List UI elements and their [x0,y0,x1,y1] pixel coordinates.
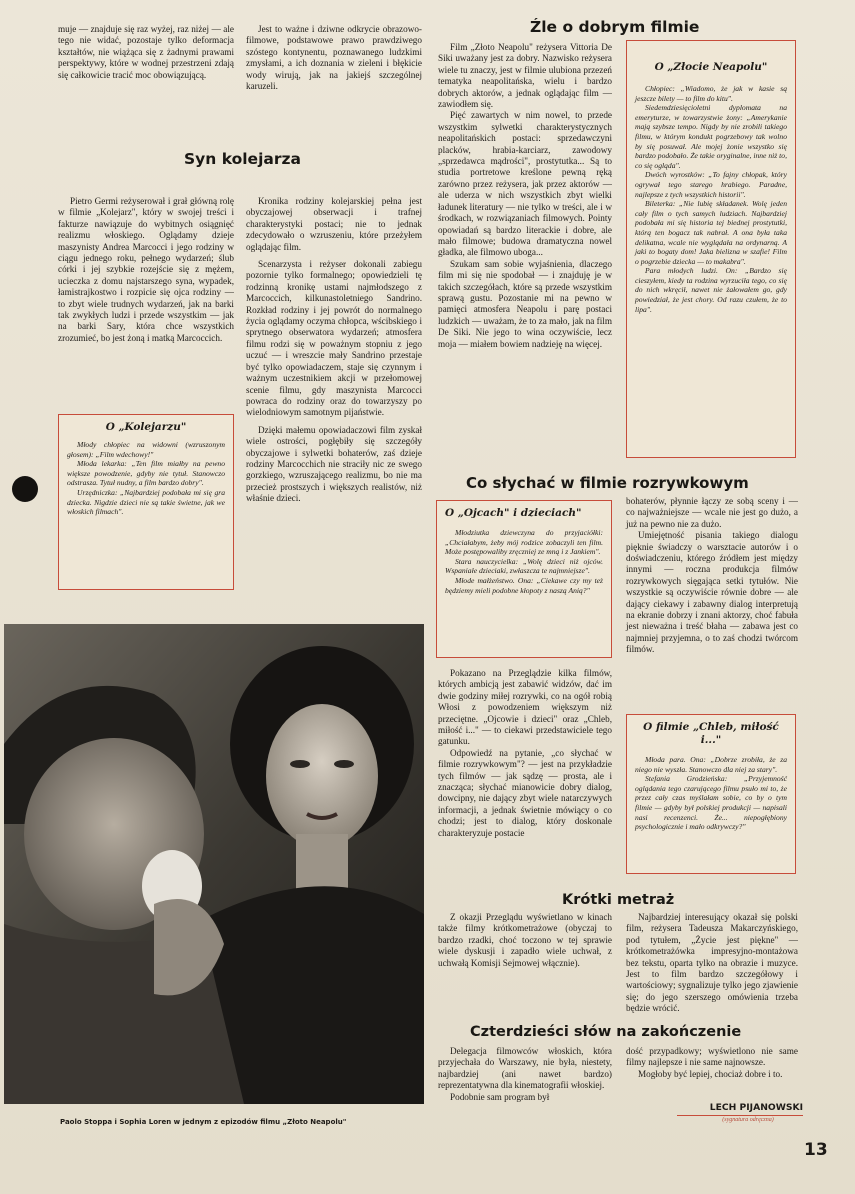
co-slychac-column-1 [438,668,612,839]
box-ojcach [436,500,612,658]
box-ojcach-line-2: Stara nauczycielka: „Wolę dzieci niż ojców. Wspaniałe dzieciaki, zwłaszcza te najmniejsze". [445,556,603,576]
krotki-p2: Najbardziej interesujący okazał się polski film, reżysera Tadeusza Makarczyńskiego, pod tytułem, „Życie jest piękne" — krótkometrażówka impresyjno-montażowa bez tekstu, oparta tylko na obrazie i muzyce. Jest to film bardzo szczegółowy i wartościowy; sygnalizuje tylko jego zjawienie się; do jego szerszego omówienia trzeba będzie wrócić. [626,912,798,1014]
co-slychac-column-2 [626,496,798,656]
box-zlocie-line-3: Dwóch wyrostków: „To fajny chłopak, który ogrywał tego starego hrabiego. Paradne, najlepsze z tych wszystkich historii". [635,170,787,199]
intro-column-2 [246,24,422,92]
box-kolejarz-line-2: Młoda lekarka: „Ten film miałby na pewno większe powodzenie, gdyby nie tytuł. Stanowczo odstrasza. Tytuł nudny, a film bardzo dobry". [67,459,225,488]
czterdziesci-p4: Mogłoby być lepiej, chociaż dobre i to. [638,1068,783,1079]
intro-column-1 [58,24,234,81]
box-zlocie-title: O „Złocie Neapolu" [654,61,768,73]
syn-kolejarza-p4: Dzięki małemu opowiadaczowi film zyskał wiele ostrości, pogłębiły się szczegóły obyczajowe i sylwetki bohaterów, zaś dzieje rodziny Marcocchich nie straciły nic ze swego gorzkiego, wzruszającego realizmu, bo nie ma przecież prostszych i większych realistów, niż właśnie dzieci. [246,424,422,504]
krotki-column-2 [626,912,798,1015]
czterdziesci-column-1 [438,1046,612,1103]
box-kolejarz-title: O „Kolejarzu" [105,421,187,433]
czterdziesci-p3: dość przypadkowy; wyświetlono nie same filmy najlepsze i nie same najnowsze. [626,1046,798,1068]
page-number: 13 [804,1140,828,1160]
zle-p1: Film „Złoto Neapolu" reżysera Vittoria De Siki uważany jest za dobry. Nazwisko reżysera wiele tu znaczy, jest w filmie ulubiona przezeń tematyka neapolitańska, wielu i bardzo dobrych aktorów, a jednak oglądając film — zawiodłem się. [438,42,612,110]
czterdziesci-column-2 [626,1046,798,1080]
czterdziesci-p1: Delegacja filmowców włoskich, która przyjechała do Warszawy, nie była, niestety, najbardziej (ani nawet bardzo) reprezentatywna dla kinematografii włoskiej. [438,1046,612,1091]
box-zlocie-line-2: Siedemdziesięcioletni dyplomata na emeryturze, w towarzystwie żony: „Amerykanie mają szybsze tempo. Nigdy by nie zrobili takiego filmu, w którym kondukt pogrzebowy tak wolno by się posuwał. Ale mojej żonie wszystko się bardzo podobało. Że takie oryginalne, inne niż to, co się ogląda". [635,103,787,170]
intro-text-1: muje — znajduje się raz wyżej, raz niżej — ale tego nie widać, pozostaje tylko deformacja kształtów, nie wiążąca się z żadnymi prawami perspektywy, które w wodnej przestrzeni zdają się całkowicie tracić moc obowiązującą. [58,24,234,80]
box-ojcach-line-3: Młode małżeństwo. Ona: „Ciekawe czy my też będziemy mieli podobne kłopoty z naszą Anią?" [445,575,603,595]
box-zlocie-neapolu [626,40,796,458]
box-zlocie-line-1: Chłopiec: „Wiadomo, że jak w kasie są jeszcze bilety — to film do kitu". [635,84,787,103]
woman-eye-left [290,760,310,768]
syn-kolejarza-column-1 [58,196,234,344]
zle-column [438,42,612,350]
box-chleb-milosc [626,714,796,874]
box-chleb-title: O filmie „Chleb, miłość i..." [643,721,779,746]
woman-eye-right [334,760,354,768]
krotki-p1: Z okazji Przeglądu wyświetlano w kinach także filmy krótkometrażowe (obyczaj to bardzo rzadki, choć toczono w tej sprawie wiele dyskusji i zapadło wiele uchwał, z uchwałą Komisji Sejmowej włącznie). [438,912,612,968]
photo-caption: Paolo Stoppa i Sophia Loren w jednym z epizodów filmu „Złoto Neapolu" [60,1118,347,1126]
film-still-photo [4,624,424,1104]
syn-kolejarza-column-2 [246,196,422,505]
krotki-column-1 [438,912,612,969]
box-kolejarz-line-3: Urzędniczka: „Najbardziej podobała mi się gra dziecka. Nigdzie dzieci nie są takie świetne, jak we włoskich filmach". [67,487,225,517]
woman-face [266,704,378,848]
box-kolejarz [58,414,234,590]
box-zlocie-line-4: Bileterka: „Nie lubię składanek. Wolę jeden cały film o tych samych ludziach. Najbardziej podobała mi się historia tej biednej prostytutki, którą ten bogacz tak nabrał. A ona była taka delikatna, wcale nie wyglądała na ordynarną. A jaki to bogaty dom! Jaka bielizna w szafie! Film o pogrzebie dziecka — to makabra". [635,199,787,266]
czterdziesci-p2: Podobnie sam program był [450,1091,550,1102]
co-slychac-p1: Pokazano na Przeglądzie kilka filmów, których ambicją jest zabawić widzów, dać im dwie godziny miłej rozrywki, co na ogół robią Włosi z powodzeniem większym niż przeciętne. „Ojcowie i dzieci" oraz „Chleb, miłość i..." — to ciekawi przedstawiciele tego gatunku. [438,668,612,747]
heading-krotki-metraz: Krótki metraż [562,892,675,908]
box-chleb-line-1: Młoda para. Ona: „Dobrze zrobiła, że za niego nie wyszła. Stanowczo dla niej za stary". [635,755,787,774]
author-signature: LECH PIJANOWSKI [677,1102,803,1116]
co-slychac-p4: Umiejętność pisania takiego dialogu pięknie świadczy o warsztacie autorów i o doświadczeniu, którego źródłem jest między innymi — roczna produkcja filmów rozrywkowych sięgająca setki tytułów. Nie wszystkie są oczywiście równie dobre — ale dający ciekawy i zabawny dialog interpretują na ekranie dobrzy i znani aktorzy, choć fabuła jest nieważna i treść błaha — zabawa jest co najmniej przyjemna, o to zaś chodzi twórcom filmów. [626,530,798,655]
box-ojcach-title: O „Ojcach" i dzieciach" [445,507,582,519]
syn-kolejarza-p2: Kronika rodziny kolejarskiej pełna jest obyczajowej obserwacji i trafnej charakterystyki postaci; nie to jednak zdecydowało o wzruszeniu, które przeżyłem oglądając film. [246,196,422,252]
intro-text-2: Jest to ważne i dziwne odkrycie obrazowo-filmowe, podstawowe prawo prawdziwego szóstego kontynentu, poznawanego ludzkimi zmysłami, a ich doznania w zieleni i błękicie wody wirują, jak na jakiejś szczególnej karuzeli. [246,24,422,92]
binder-hole [12,476,38,502]
heading-zle-o-dobrym-filmie: Źle o dobrym filmie [530,18,700,36]
zle-p3: Szukam sam sobie wyjaśnienia, dlaczego film mi się nie spodobał — i znajduję je w takich szczegółach, które są przede wszystkim sprawą gustu. Pozostanie mi na pewno w pamięci atmosfera Neapolu i parę postaci ludzkich — uważam, że to za mało, jak na film De Siki. Nie jego to wina oczywiście, lecz moja — miałem bowiem nadzieję na więcej. [438,258,612,349]
co-slychac-p3: bohaterów, płynnie łączy ze sobą sceny i — co najważniejsze — wcale nie jest go dużo, a już na pewno nie za dużo. [626,496,798,529]
co-slychac-p2: Odpowiedź na pytanie, „co słychać w filmie rozrywkowym"? — jest na przykładzie tych filmów — jak sądzę — prosta, ale i znacząca; słychać mianowicie dobry dialog, dowcipny, nie dający zbyt wiele natarczywych informacji, a jednak świetnie mówiący o co chodzi; jest to dialog, który doskonale charakteryzuje postacie [438,747,612,838]
heading-czterdziesci-slow: Czterdzieści słów na zakończenie [470,1024,742,1040]
syn-kolejarza-p3: Scenarzysta i reżyser dokonali zabiegu pozornie tylko formalnego; opowiedzieli tę rodzinną kronikę ustami najmłodszego z Marcoccich, kilkunastoletniego Sandrino. Rozkład rodziny i jej powrót do normalnego życia oglądamy oczyma chłopca, wścibskiego i sprytnego obserwatora wydarzeń; atmosfera filmu rodzi się w poważnym stopniu z jego uczuć — i wreszcie mały Sandrino przestaje być tylko opowiadaczem, staje się czynnym i ważnym uczestnikiem akcji w przełomowej scenie filmu, gdy maszynista Marcocci powraca do rodziny oraz do towarzyszy po wielodniowym samotnym pijaństwie. [246,259,422,418]
box-zlocie-line-5: Para młodych ludzi. On: „Bardzo się cieszyłem, kiedy ta rodzina wyrzuciła tego, co się do nich wkręcił, nawet nie żałowałem go, gdy powiedział, że jest chory. Od razu czułem, że to lipa". [635,266,787,314]
box-kolejarz-line-1: Młody chłopiec na widowni (wzruszonym głosem): „Film wdechowy!" [67,440,225,459]
author-signature-handwritten: (sygnatura odręczna) [722,1117,774,1123]
box-chleb-line-2: Stefania Grodzieńska: „Przyjemność oglądania tego czarującego filmu psuło mi to, że przez cały czas myślałam sobie, co by o tym filmie — gdyby był polskiej produkcji — napisali nasi recenzenci. Że... niepogłębiony psychologicznie i mało odkrywczy?" [635,774,787,832]
syn-kolejarza-p1: Pietro Germi reżyserował i grał główną rolę w filmie „Kolejarz", który w swojej treści i fakturze nawiązuje do wybitnych osiągnięć realizmu włoskiego. Oglądamy dzieje maszynisty Andrea Marcocci i jego rodziny w ciągu jednego roku, pełnego wydarzeń; ślub córki i jej szybkie rozejście się z mężem, ucieczka z domu najstarszego syna, wypadek, łamistrajkostwo i rozpicie się ojca rodziny — to zbyt wiele trudnych wydarzeń, jak na barki tak zwykłych ludzi i przede wszystkim — jak na barki Sary, która chce wszystkich zrozumieć, bo jest żoną i matką Marcoccich. [58,196,234,343]
box-ojcach-line-1: Młodziutka dziewczyna do przyjaciółki: „Chciałabym, żeby mój rodzice zobaczyli ten film. Może postępowaliby zręczniej ze mną i z Jankiem". [445,528,603,557]
heading-syn-kolejarza: Syn kolejarza [184,150,301,168]
film-still-illustration [4,624,424,1104]
zle-p2: Pięć zawartych w nim nowel, to przede wszystkim sylwetki charakterystycznych neapolitańskich postaci: sprzedawczyni placków, hrabia-karciarz, zawodowy „sprzedawca mądrości", prostytutka... Są to studia portretowe kreślone pewną ręką zarówno przez reżysera, jak przez aktorów — ale uderza w nich wszystkich zbyt wielki ładunek literatury — nie tylko w treści, ale i w środkach, w rozwiązaniach filmowych. Pointy opowiadań są bardzo literackie i dobre, ale mało filmowe; budowa dramatyczna nowel gładka, ale filmowo uboga... [438,110,612,258]
heading-co-slychac: Co słychać w filmie rozrywkowym [466,474,749,492]
